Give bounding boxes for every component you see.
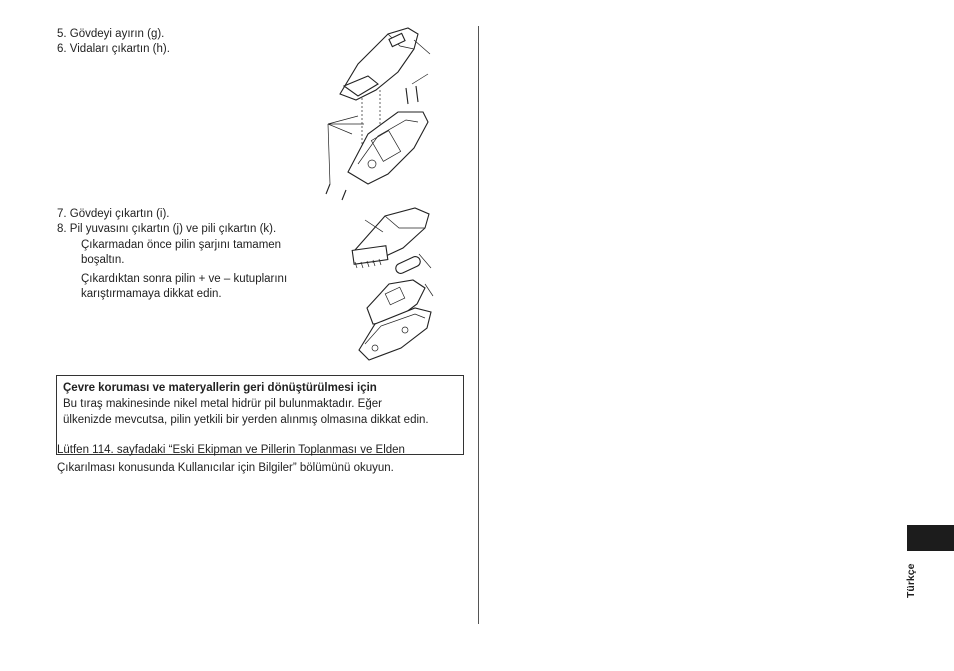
footer-line1: Lütfen 114. sayfadaki “Eski Ekipman ve Pillerin Toplanması ve Elden xyxy=(57,444,405,456)
step-6-text: 6. Vidaları çıkartın (h). xyxy=(57,43,170,55)
disassembly-illustration-battery xyxy=(345,204,437,364)
note-discharge-line1: Çıkarmadan önce pilin şarjını tamamen xyxy=(81,239,282,251)
step-7-text: 7. Gövdeyi çıkartın (i). xyxy=(57,208,170,220)
language-label: Türkçe xyxy=(905,563,917,598)
notice-line2: ülkenizde mevcutsa, pilin yetkili bir yerden alınmış olmasına dikkat edin. xyxy=(63,414,429,426)
disposal-info-text xyxy=(57,441,457,477)
column-divider xyxy=(478,26,479,624)
note-polarity-line1: Çıkardıktan sonra pilin + ve – kutuplarını xyxy=(81,273,288,285)
disassembly-illustration-body-screws xyxy=(318,24,438,206)
step-8-text: 8. Pil yuvasını çıkartın (j) ve pili çıkartın (k). xyxy=(57,223,277,235)
footer-line2: Çıkarılması konusunda Kullanıcılar için Bilgiler” bölümünü okuyun. xyxy=(57,462,394,474)
step-5-text: 5. Gövdeyi ayırın (g). xyxy=(57,28,165,40)
notice-line1: Bu tıraş makinesinde nikel metal hidrür pil bulunmaktadır. Eğer xyxy=(63,398,382,410)
note-discharge-line2: boşaltın. xyxy=(81,254,125,266)
language-tab-marker xyxy=(907,525,954,551)
notice-title: Çevre koruması ve materyallerin geri dönüştürülmesi için xyxy=(63,382,377,394)
note-polarity-line2: karıştırmamaya dikkat edin. xyxy=(81,288,222,300)
